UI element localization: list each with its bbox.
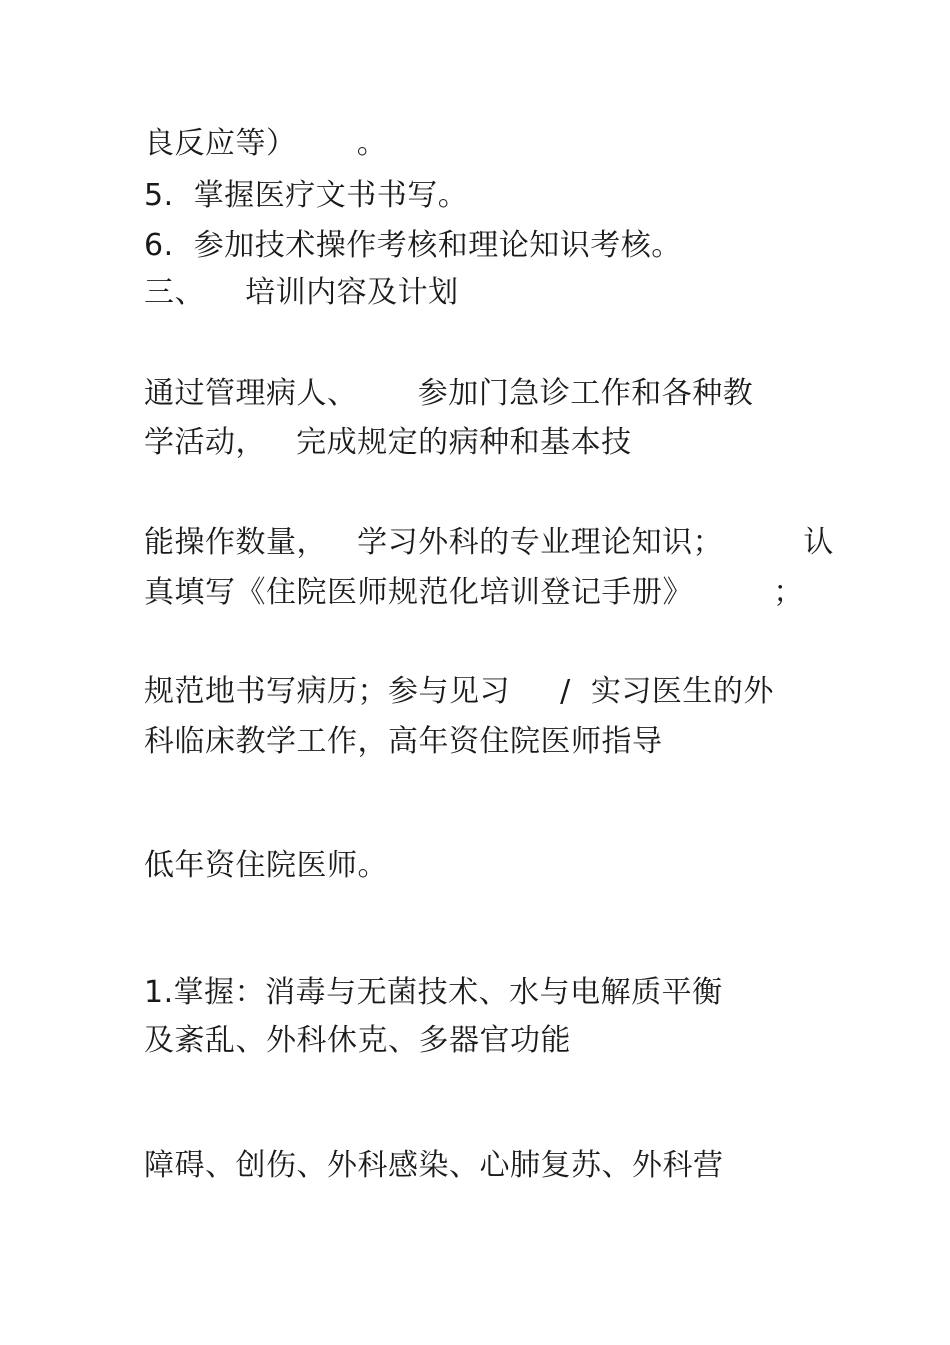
text-line: 通过管理病人、 参加门急诊工作和各种教 (144, 376, 754, 411)
text-line: 学活动， 完成规定的病种和基本技 (144, 425, 632, 460)
text-line: 能操作数量， 学习外科的专业理论知识； 认 (144, 525, 834, 560)
text-line: 5. 掌握医疗文书书写。 (144, 178, 469, 213)
text-line: 良反应等） 。 (144, 126, 388, 161)
text-line: 规范地书写病历；参与见习 / 实习医生的外 (144, 674, 774, 709)
text-line: 6. 参加技术操作考核和理论知识考核。 (144, 228, 682, 263)
text-line: 低年资住院医师。 (144, 848, 388, 883)
text-line: 1.掌握：消毒与无菌技术、水与电解质平衡 (144, 975, 723, 1010)
text-line: 及紊乱、外科休克、多器官功能 (144, 1023, 571, 1058)
text-line: 真填写《住院医师规范化培训登记手册》 ； (144, 575, 804, 610)
section-heading: 三、 培训内容及计划 (144, 275, 459, 310)
text-line: 障碍、创伤、外科感染、心肺复苏、外科营 (144, 1148, 724, 1183)
text-line: 科临床教学工作，高年资住院医师指导 (144, 724, 663, 759)
